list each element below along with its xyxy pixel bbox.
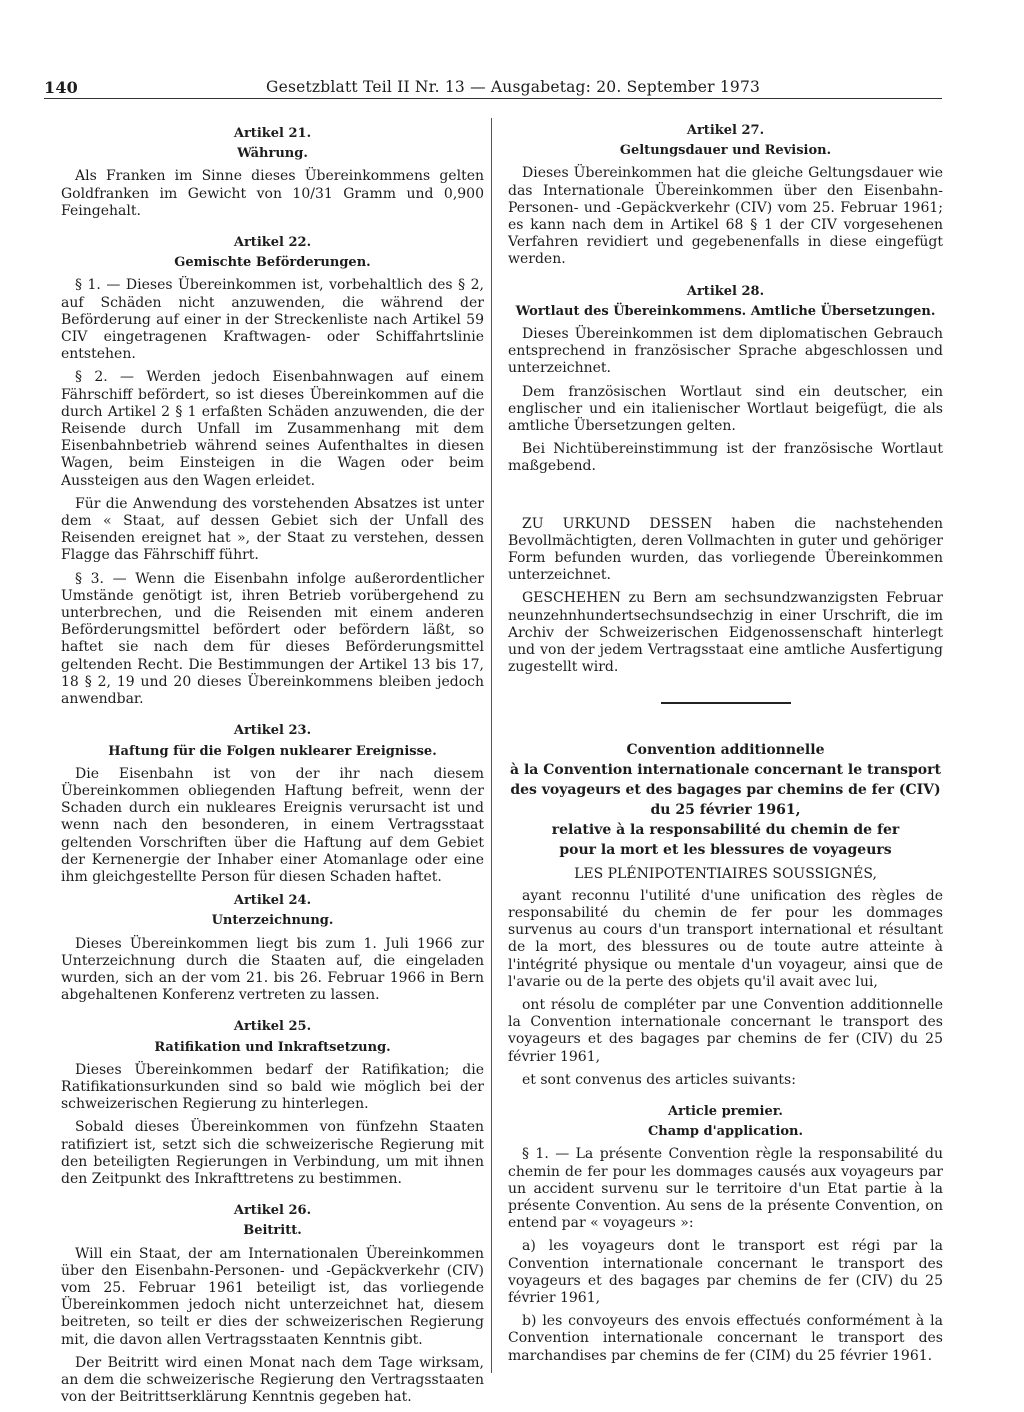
- paragraph: ZU URKUND DESSEN haben die nachstehenden Bevollmächtigten, deren Vollmachten in guter und gehöriger Form befunden wurden, das vorliegende Übereinkommen unterzeichnet.: [508, 515, 943, 584]
- article-title: Ratifikation und Inkraftsetzung.: [154, 1039, 391, 1055]
- running-title: Gesetzblatt Teil II Nr. 13 — Ausgabetag: 20. September 1973: [266, 78, 761, 96]
- article-number: Artikel 21.: [233, 126, 312, 141]
- article-number: Artikel 25.: [233, 1019, 312, 1035]
- article-title: Geltungsdauer und Revision.: [619, 143, 832, 159]
- paragraph: Sobald dieses Übereinkommen von fünfzehn Staaten ratifiziert ist, setzt sich die schweizerische Regierung mit den beteiligten Regierungen in Verbindung, um mit ihnen den Zeitpunkt des Inkrafttretens zu bestimmen.: [61, 1119, 484, 1187]
- paragraph: Dieses Übereinkommen ist dem diplomatischen Gebrauch entsprechend in französischer Sprache abgeschlossen und unterzeichnet.: [508, 326, 943, 377]
- page-number: 140: [44, 78, 78, 97]
- paragraph: Der Beitritt wird einen Monat nach dem Tage wirksam, an dem die schweizerische Regierung den Vertragsstaaten von der Beitrittserklärung Kenntnis gegeben hat.: [61, 1354, 484, 1406]
- article-title: Gemischte Beförderungen.: [174, 255, 371, 271]
- article-23: [61, 722, 484, 886]
- article-number: Artikel 24.: [233, 893, 312, 909]
- paragraph: § 3. — Wenn die Eisenbahn infolge außerordentlicher Umstände genötigt ist, ihren Betrieb vorübergehend zu unterbrechen, und die Reisenden mit einem anderen Beförderungsmittel befördert oder befördern läßt, so haftet sie nach dem für dieses Beförderungsmittel geltenden Recht. Die Bestimmungen der Artikel 13 bis 17, 18 § 2, 19 und 20 dieses Übereinkommens bleiben jedoch anwendbar.: [61, 570, 484, 708]
- paragraph: ont résolu de compléter par une Convention additionnelle la Convention internationale concernant le transport des voyageurs et des bagages par chemins de fer (CIV) du 25 février 1961,: [508, 996, 943, 1065]
- paragraph: GESCHEHEN zu Bern am sechsundzwanzigsten Februar neunzehnhundertsechsundsechzig in einer Urschrift, die im Archiv der Schweizerischen Eidgenossenschaft hinterlegt und von der jedem Vertragsstaat eine amtliche Ausfertigung zugestellt wird.: [508, 590, 943, 676]
- section-divider: [661, 702, 791, 704]
- paragraph: et sont convenus des articles suivants:: [522, 1071, 796, 1088]
- title-line: relative à la responsabilité du chemin de fer: [551, 822, 900, 839]
- article-premier: [508, 1103, 943, 1365]
- article-28: [508, 283, 943, 476]
- title-line: Convention additionnelle: [626, 742, 825, 759]
- right-column: [508, 122, 943, 1371]
- article-number: Artikel 27.: [686, 123, 765, 138]
- article-number: Artikel 23.: [233, 723, 312, 739]
- paragraph: Als Franken im Sinne dieses Übereinkommens gelten Goldfranken im Gewicht von 10/31 Gramm und 0,900 Feingehalt.: [61, 168, 484, 219]
- paragraph: Bei Nichtübereinstimmung ist der französische Wortlaut maßgebend.: [508, 441, 943, 475]
- article-number: Artikel 28.: [686, 283, 765, 299]
- article-number: Artikel 26.: [233, 1203, 312, 1219]
- left-column: [61, 125, 484, 1412]
- title-line: des voyageurs et des bagages par chemins de fer (CIV): [510, 782, 941, 799]
- article-title: Unterzeichnung.: [211, 913, 334, 929]
- article-title: Haftung für die Folgen nuklearer Ereignisse.: [108, 743, 437, 759]
- paragraph: Dieses Übereinkommen hat die gleiche Geltungsdauer wie das Internationale Übereinkommen über den Eisenbahn-Personen- und -Gepäckverkehr (CIV) vom 25. Februar 1961; es kann nach dem in Artikel 68 § 1 der CIV vorgesehenen Verfahren revidiert und gegebenenfalls in diese eingefügt werden.: [508, 165, 943, 268]
- article-21: [61, 125, 484, 220]
- paragraph: Will ein Staat, der am Internationalen Übereinkommen über den Eisenbahn-Personen- und -Gepäckverkehr (CIV) vom 25. Februar 1961 beteiligt ist, das vorliegende Übereinkommen jedoch nicht unterzeichnet hat, diesem beitreten, so teilt er dies der schweizerischen Regierung mit, die davon allen Vertragsstaaten Kenntnis gibt.: [61, 1245, 484, 1348]
- list-item: a) les voyageurs dont le transport est régi par la Convention internationale concernant le transport des voyageurs et des bagages par chemins de fer (CIV) du 25 février 1961,: [508, 1238, 943, 1306]
- article-26: [61, 1202, 484, 1406]
- paragraph: Die Eisenbahn ist von der ihr nach diesem Übereinkommen obliegenden Haftung befreit, wenn der Schaden durch ein nukleares Ereignis verursacht ist und wenn nach den besonderen, in einem Vertragsstaat geltenden Vorschriften über die Haftung auf dem Gebiet der Kernenergie der Inhaber einer Atomanlage oder eine ihm gleichgestellte Person für diesen Schaden haftet.: [61, 765, 484, 885]
- closing-clauses: [508, 516, 943, 677]
- paragraph: § 2. — Werden jedoch Eisenbahnwagen auf einem Fährschiff befördert, so ist dieses Übereinkommen auf die durch Artikel 2 § 1 erfaßten Schäden anzuwenden, die der Reisende durch Unfall im Zusammenhang mit dem Eisenbahnbetrieb während seines Aufenthaltes in diesen Wagen, beim Einsteigen in die Wagen oder beim Aussteigen aus den Wagen erleidet.: [61, 369, 484, 489]
- paragraph: § 1. — La présente Convention règle la responsabilité du chemin de fer pour les dommages causés aux voyageurs par un accident survenu sur le territoire d'un Etat partie à la présente Convention. Au sens de la présente Convention, on entend par « voyageurs »:: [508, 1146, 943, 1232]
- paragraph: Für die Anwendung des vorstehenden Absatzes ist unter dem « Staat, auf dessen Gebiet sich der Unfall des Reisenden ereignet hat », der Staat zu verstehen, dessen Flagge das Fährschiff führt.: [61, 495, 484, 564]
- title-line: pour la mort et les blessures de voyageurs: [559, 842, 892, 859]
- article-title: Währung.: [237, 146, 308, 162]
- page-header: [44, 76, 942, 99]
- article-title: Beitritt.: [243, 1223, 302, 1239]
- paragraph: Dem französischen Wortlaut sind ein deutscher, ein englischer und ein italienischer Wortlaut beigefügt, die als amtliche Übersetzungen gelten.: [508, 383, 943, 435]
- article-number: Article premier.: [668, 1103, 783, 1119]
- article-title: Champ d'application.: [647, 1124, 804, 1140]
- paragraph: Dieses Übereinkommen bedarf der Ratifikation; die Ratifikationsurkunden sind so bald wie möglich bei der schweizerischen Regierung zu hinterlegen.: [61, 1061, 484, 1113]
- title-line: à la Convention internationale concernant le transport: [510, 762, 941, 779]
- article-27: [508, 122, 943, 269]
- paragraph: ayant reconnu l'utilité d'une unification des règles de responsabilité du chemin de fer pour les dommages survenus au cours d'un transport international et résultant de la mort, des blessures ou de toute autre atteinte à l'intégrité physique ou mentale d'un voyageur, ainsi que de l'avarie ou de la perte des objets qu'il avait avec lui,: [508, 887, 943, 990]
- article-number: Artikel 22.: [233, 235, 312, 251]
- article-22: [61, 234, 484, 708]
- title-line: du 25 février 1961,: [650, 802, 801, 819]
- plenipotentiaries-line: LES PLÉNIPOTENTIAIRES SOUSSIGNÉS,: [574, 866, 877, 883]
- article-24: [61, 892, 484, 1004]
- paragraph: § 1. — Dieses Übereinkommen ist, vorbehaltlich des § 2, auf Schäden nicht anzuwenden, die während der Beförderung auf einer in der Streckenliste nach Artikel 59 CIV eingetragenen Kraftwagen- oder Schiffahrtslinie entstehen.: [61, 277, 484, 363]
- convention-title: [508, 740, 943, 860]
- paragraph: Dieses Übereinkommen liegt bis zum 1. Juli 1966 zur Unterzeichnung durch die Staaten auf, die eingeladen wurden, sich an der vom 21. bis 26. Februar 1966 in Bern abgehaltenen Konferenz vertreten zu lassen.: [61, 935, 484, 1004]
- column-divider: [491, 118, 492, 1373]
- article-title: Wortlaut des Übereinkommens. Amtliche Übersetzungen.: [515, 303, 936, 319]
- article-25: [61, 1018, 484, 1188]
- list-item: b) les convoyeurs des envois effectués conformément à la Convention internationale concernant le transport des marchandises par chemins de fer (CIM) du 25 février 1961.: [508, 1313, 943, 1364]
